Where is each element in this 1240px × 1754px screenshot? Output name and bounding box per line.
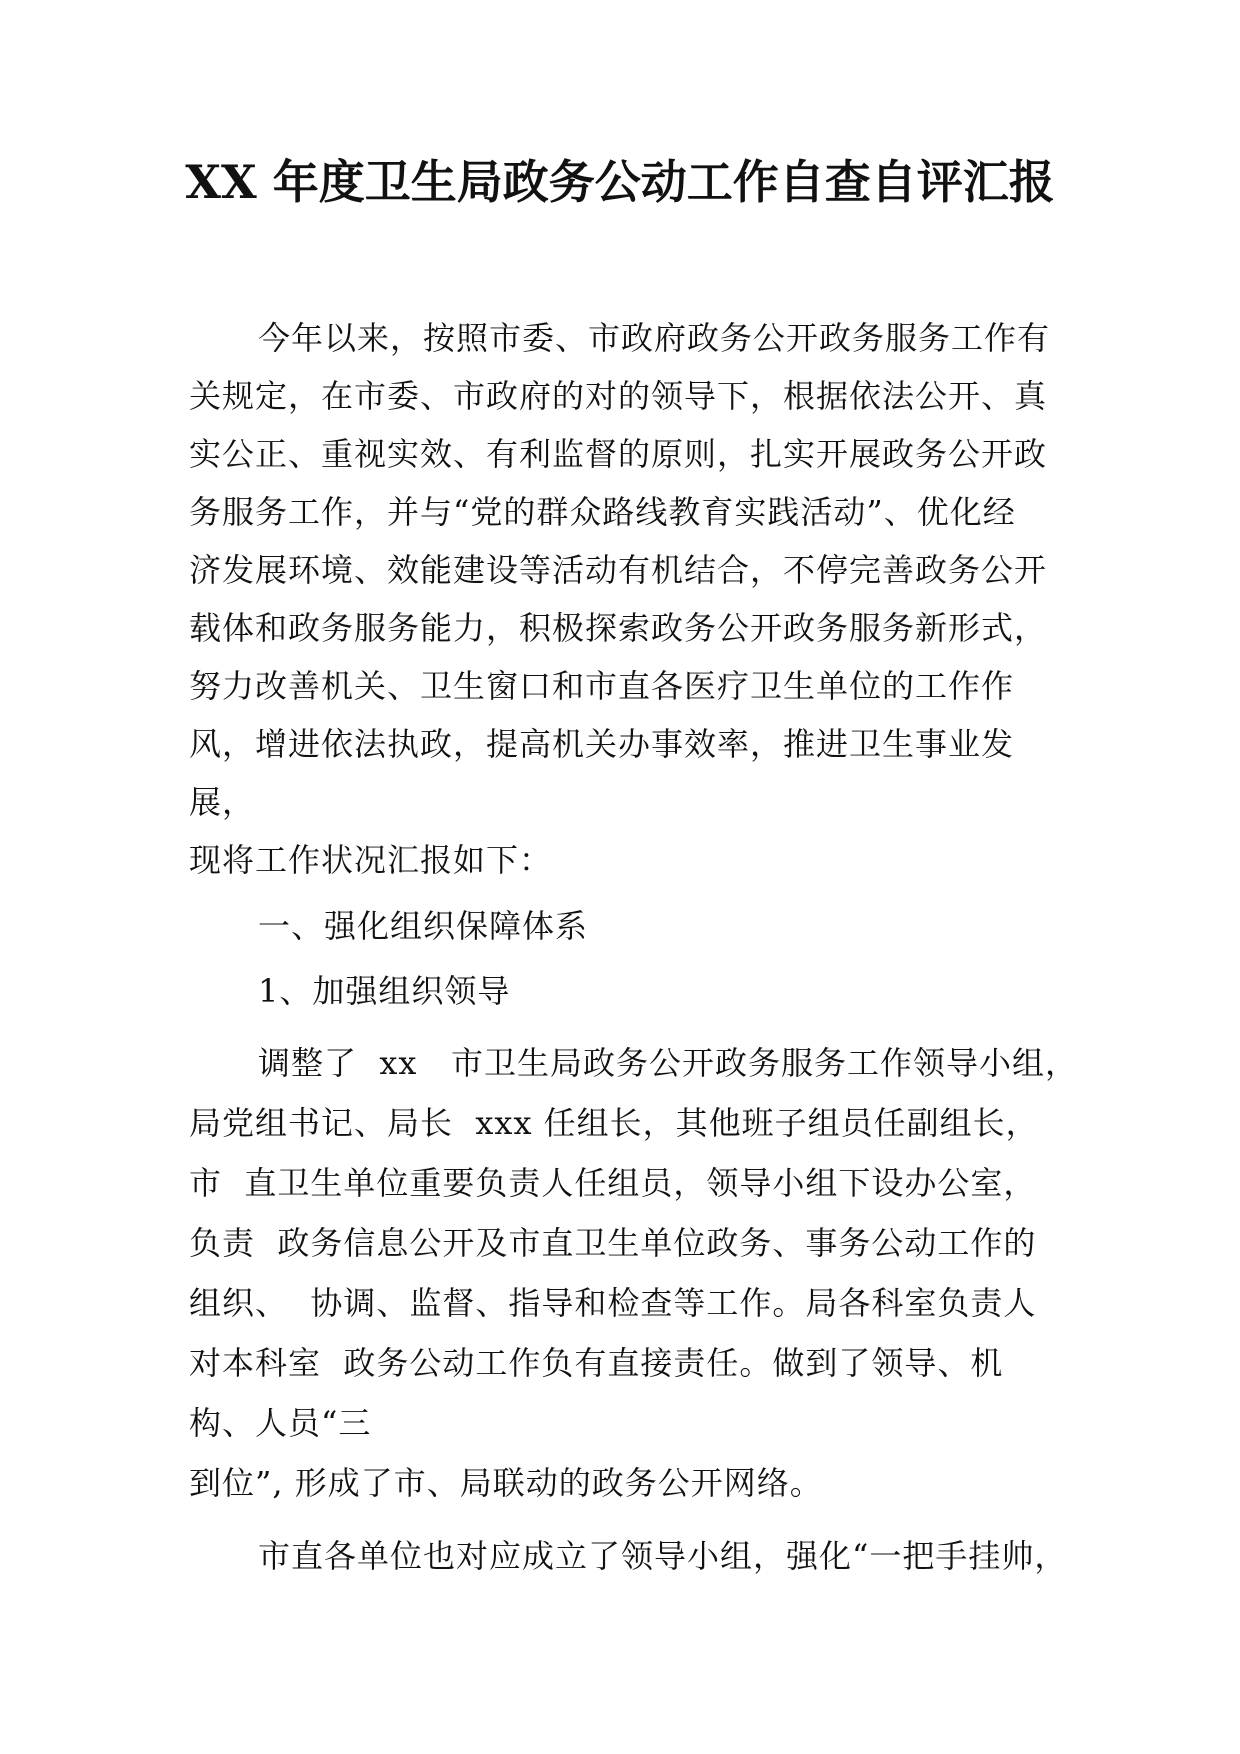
document-title: XX 年度卫生局政务公动工作自查自评汇报 <box>185 155 1055 209</box>
paragraph-line: 到位”, 形成了市、局联动的政务公开网络。 <box>189 1464 823 1502</box>
paragraph-line: 今年以来，按照市委、市政府政务公开政务服务工作有 <box>258 319 1051 357</box>
paragraph-line: 风，增进依法执政，提高机关办事效率，推进卫生事业发 <box>189 725 1015 763</box>
paragraph-line: 关规定，在市委、市政府的对的领导下，根据依法公开、真 <box>189 377 1048 415</box>
paragraph-line: 市直各单位也对应成立了领导小组，强化“一把手挂帅， <box>258 1537 1068 1575</box>
paragraph-line: 对本科室 政务公动工作负有直接责任。做到了领导、机 <box>189 1344 1004 1382</box>
paragraph-line: 负责 政务信息公开及市直卫生单位政务、事务公动工作的 <box>189 1224 1037 1262</box>
paragraph-line: 现将工作状况汇报如下： <box>189 841 553 879</box>
paragraph-line: 市 直卫生单位重要负责人任组员，领导小组下设办公室， <box>189 1164 1037 1202</box>
subsection-heading: 1、加强组织领导 <box>258 972 511 1010</box>
paragraph-line: 济发展环境、效能建设等活动有机结合，不停完善政务公开 <box>189 551 1048 589</box>
paragraph-line: 组织、 协调、监督、指导和检查等工作。局各科室负责人 <box>189 1284 1037 1322</box>
paragraph-line: 实公正、重视实效、有利监督的原则，扎实开展政务公开政 <box>189 435 1048 473</box>
section-heading: 一、强化组织保障体系 <box>258 907 589 945</box>
paragraph-line: 构、人员“三 <box>189 1404 372 1442</box>
paragraph-line: 调整了 xx 市卫生局政务公开政务服务工作领导小组， <box>258 1044 1078 1082</box>
paragraph-line: 务服务工作，并与“党的群众路线教育实践活动”、优化经 <box>189 493 1016 531</box>
paragraph-line: 展， <box>189 783 256 821</box>
paragraph-line: 局党组书记、局长 xxx 任组长，其他班子组员任副组长， <box>189 1104 1039 1142</box>
paragraph-line: 载体和政务服务能力，积极探索政务公开政务服务新形式， <box>189 609 1048 647</box>
paragraph-line: 努力改善机关、卫生窗口和市直各医疗卫生单位的工作作 <box>189 667 1015 705</box>
